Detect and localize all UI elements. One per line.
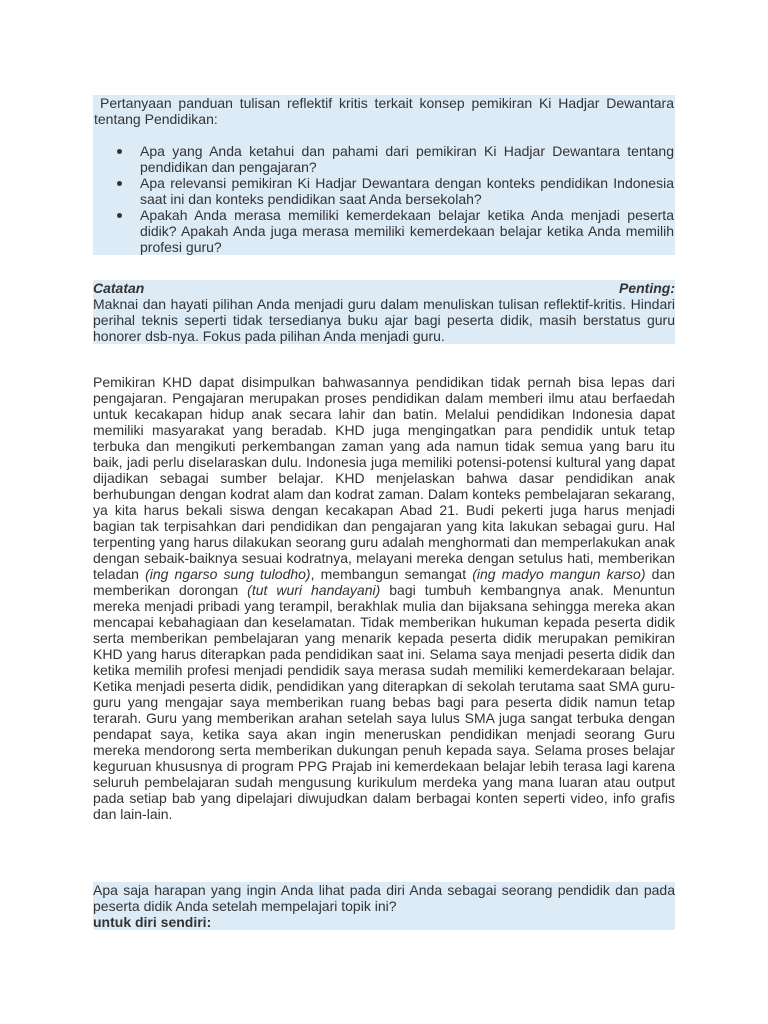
essay-text-part: bagi tumbuh kembangnya anak. Menuntun mereka menjadi pribadi yang terampil, berakhlak mulia dan bijaksana sehingga mereka akan mencapai kebahagiaan dan keselamatan. Tidak memberikan hukuman kepada peserta didik serta memberikan pembelajaran yang menarik kepada peserta didik merupakan pemikiran KHD yang harus diterapkan pada pendidikan saat ini. Selama saya menjadi peserta didik dan ketika memilih profesi menjadi pendidik saya merasa sudah memiliki kemerdekaraan belajar. Ketika menjadi peserta didik, pendidikan yang diterapkan di sekolah terutama saat SMA guru-guru yang mengajar saya memberikan ruang bebas bagi para peserta didik namun tetap terarah. Guru yang memberikan arahan setelah saya lulus SMA juga sangat terbuka dengan pendapat saya, ketika saya akan ingin meneruskan pendidikan menjadi seorang Guru mereka mendorong serta memberikan dukungan penuh kepada saya. Selama proses belajar keguruan khususnya di program PPG Prajab ini kemerdekaan belajar lebih terasa lagi karena seluruh pembelajaran sudah mengusung kurikulum merdeka yang mana luaran atau output pada setiap bab yang dipelajari diwujudkan dalam berbagai konten seperti video, info grafis dan lain-lain. [93,582,676,822]
closing-subheading: untuk diri sendiri: [93,914,212,930]
closing-question: Apa saja harapan yang ingin Anda lihat pada diri Anda sebagai seorang pendidik dan pada peserta didik Anda setelah mempelajari topik ini? [93,882,675,914]
essay-paragraph [93,374,675,822]
list-item: Apa yang Anda ketahui dan pahami dari pemikiran Ki Hadjar Dewantara tentang pendidikan dan pengajaran? [94,143,674,175]
essay-italic-term: (ing ngarso sung tulodho) [145,566,311,582]
note-label-right: Penting: [619,280,675,296]
note-label-left: Catatan [93,280,145,296]
essay-section [93,374,675,822]
list-item: Apa relevansi pemikiran Ki Hadjar Dewantara dengan konteks pendidikan Indonesia saat ini dan konteks pendidikan saat Anda bersekolah? [94,175,674,207]
list-item: Apakah Anda merasa memiliki kemerdekaan belajar ketika Anda menjadi peserta didik? Apakah Anda juga merasa memiliki kemerdekaan belajar ketika Anda memilih profesi guru? [94,207,674,255]
intro-text: Pertanyaan panduan tulisan reflektif kritis terkait konsep pemikiran Ki Hadjar Dewantara tentang Pendidikan: [94,95,674,127]
closing-question-section [93,882,675,930]
note-text: Maknai dan hayati pilihan Anda menjadi guru dalam menuliskan tulisan reflektif-kritis. Hindari perihal teknis seperti tidak tersedianya buku ajar bagi peserta didik, masih berstatus guru honorer dsb-nya. Fokus pada pilihan Anda menjadi guru. [93,296,675,344]
essay-italic-term: (tut wuri handayani) [247,582,381,598]
essay-text-part: Pemikiran KHD dapat disimpulkan bahwasannya pendidikan tidak pernah bisa lepas dari pengajaran. Pengajaran merupakan proses pendidikan dalam memberi ilmu atau berfaedah untuk kecakapan hidup anak secara lahir dan batin. Melalui pendidikan Indonesia dapat memiliki masyarakat yang beradab. KHD juga mengingatkan para pendidik untuk tetap terbuka dan mengikuti perkembangan zaman yang ada namun tidak semua yang baru itu baik, jadi perlu diselaraskan dulu. Indonesia juga memiliki potensi-potensi kultural yang dapat dijadikan sebagai sumber belajar. KHD menjelaskan bahwa dasar pendidikan anak berhubungan dengan kodrat alam dan kodrat zaman. Dalam konteks pembelajaran sekarang, ya kita harus bekali siswa dengan kecakapan Abad 21. Budi pekerti juga harus menjadi bagian tak terpisahkan dari pendidikan dan pengajaran yang kita lakukan sebagai guru. Hal terpenting yang harus dilakukan seorang guru adalah menghormati dan memperlakukan anak dengan sebaik-baiknya sesuai kodratnya, melayani mereka dengan setulus hati, memberikan teladan [93,374,675,582]
important-note-section [93,280,675,344]
essay-text-part: dan memberikan dorongan [93,566,676,598]
note-heading [93,280,675,296]
question-list [94,143,674,255]
guide-questions-section [93,95,675,255]
essay-italic-term: (ing madyo mangun karso) [472,566,646,582]
essay-text-part: , membangun semangat [310,566,467,582]
